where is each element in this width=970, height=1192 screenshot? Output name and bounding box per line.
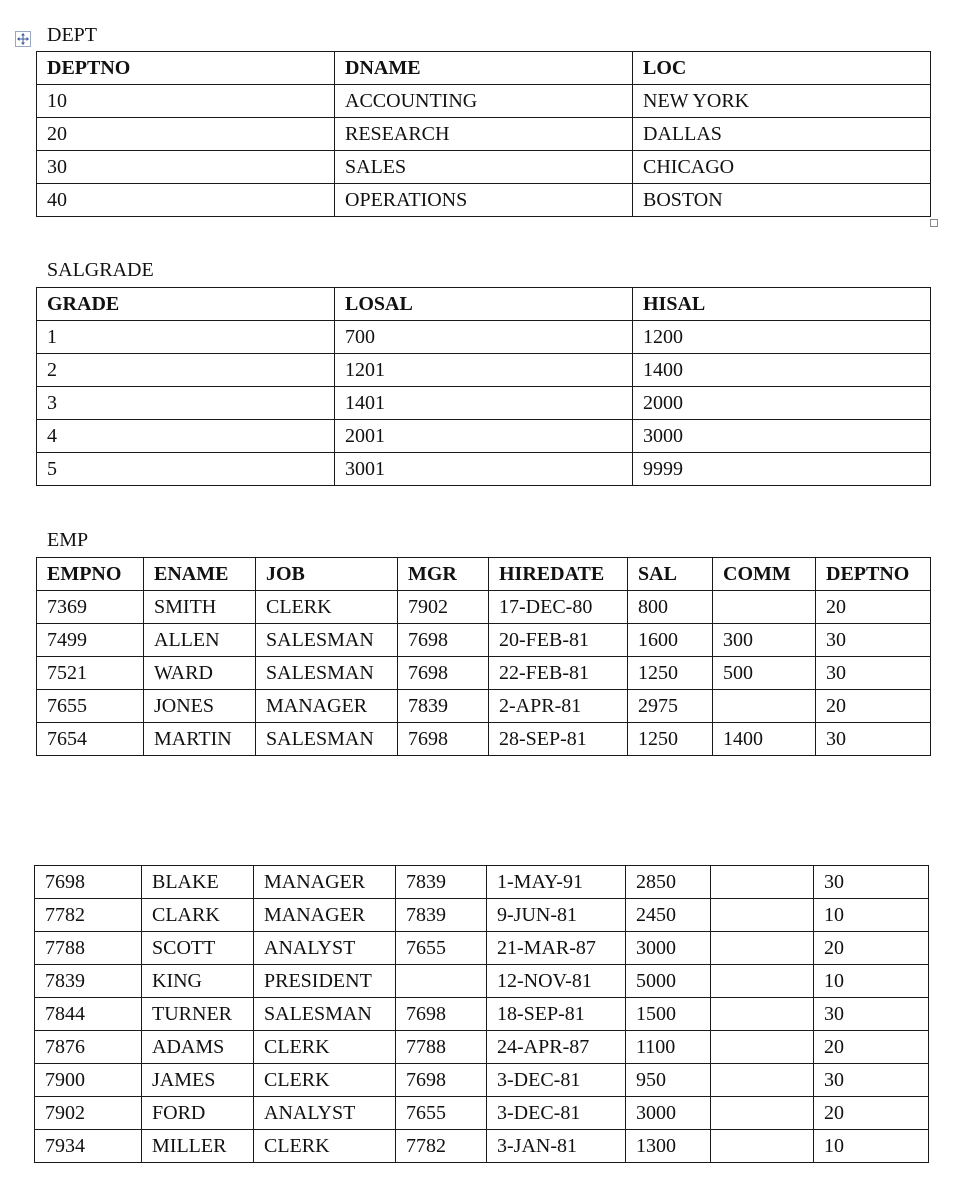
- table-cell: MANAGER: [254, 866, 396, 899]
- dept-caption: DEPT: [47, 24, 97, 46]
- table-cell: 700: [335, 321, 633, 354]
- table-resize-handle[interactable]: [930, 219, 938, 227]
- table-cell: 20: [814, 932, 929, 965]
- table-cell: 1400: [633, 354, 931, 387]
- move-arrows-icon: [17, 33, 29, 45]
- table-cell: 7902: [398, 591, 489, 624]
- table-cell: [711, 965, 814, 998]
- table-cell: [711, 1130, 814, 1163]
- table-row: [37, 118, 931, 151]
- emp-caption: EMP: [47, 529, 89, 551]
- column-header-deptno: DEPTNO: [37, 52, 335, 85]
- table-cell: [711, 866, 814, 899]
- table-cell: 40: [37, 184, 335, 217]
- table-cell: MANAGER: [256, 690, 398, 723]
- column-header-mgr: MGR: [398, 558, 489, 591]
- table-cell: 7698: [396, 1064, 487, 1097]
- table-cell: 1250: [628, 723, 713, 756]
- table-cell: 1201: [335, 354, 633, 387]
- table-cell: 4: [37, 420, 335, 453]
- table-cell: 3000: [633, 420, 931, 453]
- table-row: [35, 1097, 929, 1130]
- table-cell: 500: [713, 657, 816, 690]
- table-header-row: [37, 558, 931, 591]
- table-cell: 30: [816, 723, 931, 756]
- column-header-dname: DNAME: [335, 52, 633, 85]
- table-cell: 7902: [35, 1097, 142, 1130]
- column-header-comm: COMM: [713, 558, 816, 591]
- table-cell: [711, 998, 814, 1031]
- table-cell: 7698: [398, 723, 489, 756]
- table-cell: 3-DEC-81: [487, 1097, 626, 1130]
- table-cell: NEW YORK: [633, 85, 931, 118]
- table-cell: 3-JAN-81: [487, 1130, 626, 1163]
- table-cell: 7839: [35, 965, 142, 998]
- table-cell: 17-DEC-80: [489, 591, 628, 624]
- table-cell: MANAGER: [254, 899, 396, 932]
- table-row: [35, 965, 929, 998]
- table-row: [37, 453, 931, 486]
- table-cell: RESEARCH: [335, 118, 633, 151]
- table-cell: BLAKE: [142, 866, 254, 899]
- table-cell: 3: [37, 387, 335, 420]
- table-cell: 3000: [626, 932, 711, 965]
- table-cell: 2850: [626, 866, 711, 899]
- table-header-row: [37, 52, 931, 85]
- table-cell: 7934: [35, 1130, 142, 1163]
- table-cell: 1300: [626, 1130, 711, 1163]
- table-row: [37, 657, 931, 690]
- table-cell: MARTIN: [144, 723, 256, 756]
- table-row: [35, 899, 929, 932]
- table-cell: 24-APR-87: [487, 1031, 626, 1064]
- table-cell: TURNER: [142, 998, 254, 1031]
- table-cell: 10: [814, 899, 929, 932]
- table-cell: CHICAGO: [633, 151, 931, 184]
- table-cell: 30: [816, 624, 931, 657]
- column-header-grade: GRADE: [37, 288, 335, 321]
- table-cell: 7521: [37, 657, 144, 690]
- table-cell: CLERK: [254, 1031, 396, 1064]
- table-cell: SCOTT: [142, 932, 254, 965]
- table-cell: 7839: [398, 690, 489, 723]
- table-row: [35, 998, 929, 1031]
- table-row: [37, 420, 931, 453]
- table-cell: 1500: [626, 998, 711, 1031]
- table-cell: 2-APR-81: [489, 690, 628, 723]
- table-cell: 1100: [626, 1031, 711, 1064]
- table-cell: 18-SEP-81: [487, 998, 626, 1031]
- table-cell: 7782: [396, 1130, 487, 1163]
- table-cell: SALES: [335, 151, 633, 184]
- column-header-losal: LOSAL: [335, 288, 633, 321]
- table-row: [35, 866, 929, 899]
- table-cell: 7655: [396, 932, 487, 965]
- table-row: [35, 1031, 929, 1064]
- column-header-loc: LOC: [633, 52, 931, 85]
- table-cell: 7698: [396, 998, 487, 1031]
- table-cell: DALLAS: [633, 118, 931, 151]
- table-cell: 12-NOV-81: [487, 965, 626, 998]
- table-cell: 3001: [335, 453, 633, 486]
- column-header-hiredate: HIREDATE: [489, 558, 628, 591]
- table-cell: [711, 1031, 814, 1064]
- table-cell: 7844: [35, 998, 142, 1031]
- table-cell: CLERK: [256, 591, 398, 624]
- column-header-ename: ENAME: [144, 558, 256, 591]
- table-cell: 30: [37, 151, 335, 184]
- table-cell: 20: [814, 1031, 929, 1064]
- table-cell: 300: [713, 624, 816, 657]
- table-cell: 10: [37, 85, 335, 118]
- table-cell: 1-MAY-91: [487, 866, 626, 899]
- table-cell: [396, 965, 487, 998]
- table-cell: ADAMS: [142, 1031, 254, 1064]
- table-cell: ALLEN: [144, 624, 256, 657]
- column-header-hisal: HISAL: [633, 288, 931, 321]
- table-cell: [711, 1064, 814, 1097]
- table-cell: 7369: [37, 591, 144, 624]
- table-cell: 10: [814, 1130, 929, 1163]
- table-cell: 1600: [628, 624, 713, 657]
- table-cell: 28-SEP-81: [489, 723, 628, 756]
- table-cell: [711, 932, 814, 965]
- table-cell: ANALYST: [254, 1097, 396, 1130]
- table-cell: SALESMAN: [256, 657, 398, 690]
- table-cell: 1200: [633, 321, 931, 354]
- table-cell: MILLER: [142, 1130, 254, 1163]
- table-cell: 7499: [37, 624, 144, 657]
- table-cell: 20: [37, 118, 335, 151]
- table-cell: ANALYST: [254, 932, 396, 965]
- table-cell: [713, 690, 816, 723]
- table-cell: 9999: [633, 453, 931, 486]
- table-cell: 7839: [396, 899, 487, 932]
- table-row: [37, 354, 931, 387]
- table-cell: SALESMAN: [256, 723, 398, 756]
- table-cell: SALESMAN: [256, 624, 398, 657]
- table-row: [37, 624, 931, 657]
- table-cell: 9-JUN-81: [487, 899, 626, 932]
- table-cell: 3-DEC-81: [487, 1064, 626, 1097]
- table-cell: 30: [814, 998, 929, 1031]
- table-cell: 30: [816, 657, 931, 690]
- column-header-empno: EMPNO: [37, 558, 144, 591]
- table-row: [37, 85, 931, 118]
- table-row: [35, 932, 929, 965]
- table-row: [37, 723, 931, 756]
- column-header-deptno: DEPTNO: [816, 558, 931, 591]
- table-cell: [711, 1097, 814, 1130]
- table-cell: 7655: [396, 1097, 487, 1130]
- table-cell: 2: [37, 354, 335, 387]
- table-cell: 20: [816, 591, 931, 624]
- table-cell: 22-FEB-81: [489, 657, 628, 690]
- salgrade-table: [36, 287, 931, 486]
- table-row: [37, 591, 931, 624]
- table-cell: 7788: [35, 932, 142, 965]
- table-cell: 7698: [35, 866, 142, 899]
- table-cell: 7900: [35, 1064, 142, 1097]
- table-row: [35, 1130, 929, 1163]
- table-cell: JONES: [144, 690, 256, 723]
- table-cell: 7654: [37, 723, 144, 756]
- table-move-handle[interactable]: [15, 31, 31, 47]
- table-cell: CLARK: [142, 899, 254, 932]
- table-cell: 950: [626, 1064, 711, 1097]
- table-cell: 2000: [633, 387, 931, 420]
- table-cell: 7698: [398, 624, 489, 657]
- table-cell: CLERK: [254, 1064, 396, 1097]
- table-cell: 7876: [35, 1031, 142, 1064]
- table-cell: 20: [814, 1097, 929, 1130]
- table-cell: 1400: [713, 723, 816, 756]
- table-cell: 5: [37, 453, 335, 486]
- table-cell: WARD: [144, 657, 256, 690]
- emp-continued-table: [34, 865, 929, 1163]
- table-cell: CLERK: [254, 1130, 396, 1163]
- table-cell: OPERATIONS: [335, 184, 633, 217]
- table-cell: [713, 591, 816, 624]
- table-cell: 2001: [335, 420, 633, 453]
- table-cell: 30: [814, 1064, 929, 1097]
- table-cell: 1250: [628, 657, 713, 690]
- table-cell: 2975: [628, 690, 713, 723]
- table-cell: 20: [816, 690, 931, 723]
- salgrade-caption: SALGRADE: [47, 259, 154, 281]
- table-cell: 30: [814, 866, 929, 899]
- table-cell: 7698: [398, 657, 489, 690]
- table-cell: 7839: [396, 866, 487, 899]
- table-cell: FORD: [142, 1097, 254, 1130]
- table-cell: [711, 899, 814, 932]
- table-cell: 20-FEB-81: [489, 624, 628, 657]
- table-cell: 5000: [626, 965, 711, 998]
- table-row: [37, 387, 931, 420]
- table-row: [37, 321, 931, 354]
- table-row: [37, 184, 931, 217]
- table-header-row: [37, 288, 931, 321]
- table-cell: 10: [814, 965, 929, 998]
- table-cell: 7655: [37, 690, 144, 723]
- table-cell: SALESMAN: [254, 998, 396, 1031]
- emp-table: [36, 557, 931, 756]
- table-cell: PRESIDENT: [254, 965, 396, 998]
- table-cell: 7788: [396, 1031, 487, 1064]
- table-cell: 1: [37, 321, 335, 354]
- table-row: [35, 1064, 929, 1097]
- column-header-job: JOB: [256, 558, 398, 591]
- table-cell: 800: [628, 591, 713, 624]
- table-cell: 7782: [35, 899, 142, 932]
- table-cell: KING: [142, 965, 254, 998]
- table-cell: 2450: [626, 899, 711, 932]
- column-header-sal: SAL: [628, 558, 713, 591]
- dept-table: [36, 51, 931, 217]
- table-cell: 21-MAR-87: [487, 932, 626, 965]
- table-cell: JAMES: [142, 1064, 254, 1097]
- table-cell: BOSTON: [633, 184, 931, 217]
- table-cell: SMITH: [144, 591, 256, 624]
- table-cell: 1401: [335, 387, 633, 420]
- table-row: [37, 151, 931, 184]
- table-cell: ACCOUNTING: [335, 85, 633, 118]
- table-row: [37, 690, 931, 723]
- table-cell: 3000: [626, 1097, 711, 1130]
